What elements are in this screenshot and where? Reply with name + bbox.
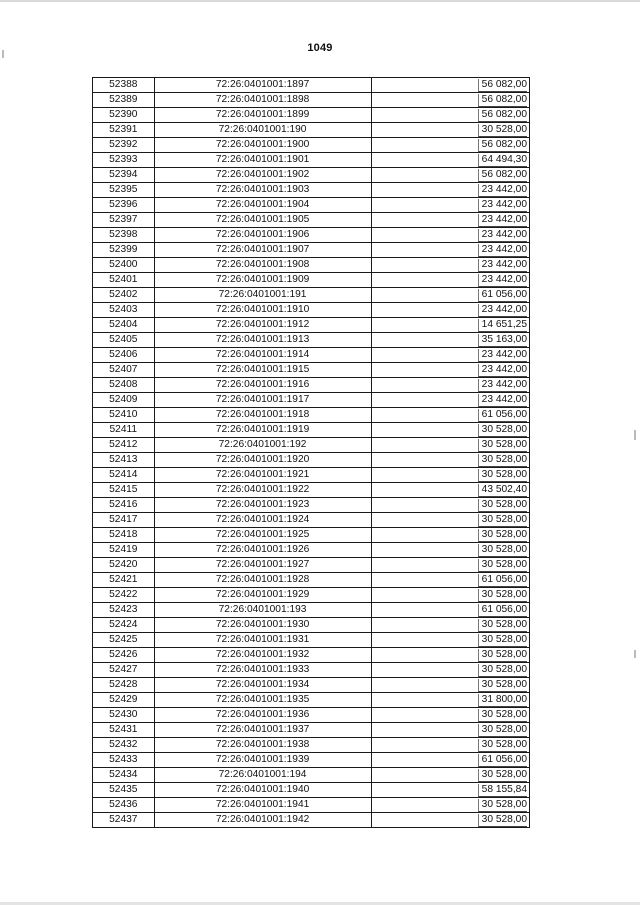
row-number-cell: 52414 (93, 468, 155, 483)
row-number-cell: 52433 (93, 753, 155, 768)
cadastral-number-cell: 72:26:0401001:1910 (154, 303, 371, 318)
cadastral-value-cell (371, 558, 529, 573)
row-number-cell: 52412 (93, 438, 155, 453)
scan-speck (634, 650, 636, 658)
cadastral-number-cell: 72:26:0401001:1939 (154, 753, 371, 768)
cadastral-value-cell (371, 528, 529, 543)
cadastral-number-cell: 72:26:0401001:1916 (154, 378, 371, 393)
cadastral-value-text: 64 494,30 (478, 154, 527, 167)
cadastral-number-cell: 72:26:0401001:1915 (154, 363, 371, 378)
cadastral-value-cell (371, 393, 529, 408)
cadastral-value-cell (371, 258, 529, 273)
row-number-cell: 52392 (93, 138, 155, 153)
table-row (93, 123, 530, 138)
cadastral-value-cell (371, 768, 529, 783)
cadastral-value-text: 30 528,00 (478, 469, 527, 482)
cadastral-value-cell (371, 198, 529, 213)
cadastral-value-text: 30 528,00 (478, 619, 527, 632)
cadastral-value-text: 30 528,00 (478, 124, 527, 137)
row-number-cell: 52397 (93, 213, 155, 228)
table-row (93, 483, 530, 498)
row-number-cell: 52394 (93, 168, 155, 183)
table-row (93, 243, 530, 258)
row-number-cell: 52399 (93, 243, 155, 258)
cadastral-number-cell: 72:26:0401001:1913 (154, 333, 371, 348)
cadastral-value-cell (371, 708, 529, 723)
cadastral-value-text: 23 442,00 (478, 349, 527, 362)
cadastral-value-text: 23 442,00 (478, 274, 527, 287)
row-number-cell: 52396 (93, 198, 155, 213)
cadastral-value-cell (371, 168, 529, 183)
cadastral-value-text: 56 082,00 (478, 169, 527, 182)
cadastral-number-cell: 72:26:0401001:192 (154, 438, 371, 453)
cadastral-value-cell (371, 78, 529, 93)
cadastral-number-cell: 72:26:0401001:1908 (154, 258, 371, 273)
cadastral-number-cell: 72:26:0401001:1898 (154, 93, 371, 108)
cadastral-value-cell (371, 423, 529, 438)
table-row (93, 273, 530, 288)
row-number-cell: 52434 (93, 768, 155, 783)
cadastral-value-text: 30 528,00 (478, 709, 527, 722)
table-row (93, 798, 530, 813)
cadastral-number-cell: 72:26:0401001:1938 (154, 738, 371, 753)
cadastral-value-cell (371, 243, 529, 258)
cadastral-value-cell (371, 483, 529, 498)
row-number-cell: 52390 (93, 108, 155, 123)
cadastral-value-cell (371, 738, 529, 753)
row-number-cell: 52393 (93, 153, 155, 168)
row-number-cell: 52395 (93, 183, 155, 198)
cadastral-value-cell (371, 573, 529, 588)
row-number-cell: 52391 (93, 123, 155, 138)
cadastral-value-text: 56 082,00 (478, 94, 527, 107)
cadastral-value-text: 35 163,00 (478, 334, 527, 347)
cadastral-number-cell: 72:26:0401001:1921 (154, 468, 371, 483)
row-number-cell: 52419 (93, 543, 155, 558)
cadastral-value-cell (371, 363, 529, 378)
table-row (93, 618, 530, 633)
row-number-cell: 52411 (93, 423, 155, 438)
row-number-cell: 52422 (93, 588, 155, 603)
cadastral-value-text: 58 155,84 (478, 784, 527, 797)
cadastral-value-cell (371, 498, 529, 513)
cadastral-value-cell (371, 348, 529, 363)
cadastral-value-cell (371, 438, 529, 453)
table-row (93, 738, 530, 753)
cadastral-number-cell: 72:26:0401001:1926 (154, 543, 371, 558)
cadastral-value-text: 61 056,00 (478, 409, 527, 422)
cadastral-value-text: 30 528,00 (478, 664, 527, 677)
table-row (93, 318, 530, 333)
cadastral-value-text: 30 528,00 (478, 544, 527, 557)
cadastral-value-text: 30 528,00 (478, 679, 527, 692)
row-number-cell: 52430 (93, 708, 155, 723)
table-row (93, 213, 530, 228)
table-row (93, 648, 530, 663)
table-row (93, 543, 530, 558)
row-number-cell: 52401 (93, 273, 155, 288)
cadastral-value-text: 30 528,00 (478, 634, 527, 647)
cadastral-value-text: 23 442,00 (478, 364, 527, 377)
cadastral-value-cell (371, 288, 529, 303)
cadastral-number-cell: 72:26:0401001:1937 (154, 723, 371, 738)
cadastral-value-text: 61 056,00 (478, 574, 527, 587)
table-row (93, 348, 530, 363)
cadastral-value-cell (371, 813, 529, 828)
cadastral-value-text: 56 082,00 (478, 109, 527, 122)
row-number-cell: 52437 (93, 813, 155, 828)
cadastral-value-cell (371, 678, 529, 693)
table-row (93, 288, 530, 303)
cadastral-number-cell: 72:26:0401001:1928 (154, 573, 371, 588)
cadastral-value-text: 61 056,00 (478, 754, 527, 767)
cadastral-number-cell: 72:26:0401001:1906 (154, 228, 371, 243)
cadastral-value-cell (371, 93, 529, 108)
cadastral-value-cell (371, 633, 529, 648)
row-number-cell: 52416 (93, 498, 155, 513)
row-number-cell: 52410 (93, 408, 155, 423)
cadastral-number-cell: 72:26:0401001:1935 (154, 693, 371, 708)
cadastral-value-cell (371, 723, 529, 738)
cadastral-value-cell (371, 303, 529, 318)
cadastral-value-cell (371, 138, 529, 153)
cadastral-value-cell (371, 588, 529, 603)
table-row (93, 168, 530, 183)
cadastral-number-cell: 72:26:0401001:1923 (154, 498, 371, 513)
cadastral-number-cell: 72:26:0401001:1900 (154, 138, 371, 153)
table-row (93, 573, 530, 588)
table-row (93, 303, 530, 318)
table-row (93, 108, 530, 123)
cadastral-value-cell (371, 333, 529, 348)
cadastral-value-text: 14 651,25 (478, 319, 527, 332)
row-number-cell: 52424 (93, 618, 155, 633)
table-row (93, 468, 530, 483)
cadastral-number-cell: 72:26:0401001:1904 (154, 198, 371, 213)
scan-speck (634, 430, 636, 440)
table-row (93, 363, 530, 378)
table-row (93, 198, 530, 213)
row-number-cell: 52436 (93, 798, 155, 813)
cadastral-value-text: 30 528,00 (478, 799, 527, 812)
cadastral-value-text: 30 528,00 (478, 454, 527, 467)
cadastral-number-cell: 72:26:0401001:193 (154, 603, 371, 618)
cadastral-value-text: 30 528,00 (478, 589, 527, 602)
table-row (93, 393, 530, 408)
table-row (93, 438, 530, 453)
cadastral-number-cell: 72:26:0401001:1901 (154, 153, 371, 168)
table-row (93, 663, 530, 678)
cadastral-number-cell: 72:26:0401001:1925 (154, 528, 371, 543)
cadastral-number-cell: 72:26:0401001:1897 (154, 78, 371, 93)
cadastral-number-cell: 72:26:0401001:194 (154, 768, 371, 783)
table-row (93, 558, 530, 573)
cadastral-value-text: 23 442,00 (478, 379, 527, 392)
cadastral-value-cell (371, 378, 529, 393)
cadastral-number-cell: 72:26:0401001:1936 (154, 708, 371, 723)
cadastral-number-cell: 72:26:0401001:1905 (154, 213, 371, 228)
cadastral-value-cell (371, 468, 529, 483)
table-row (93, 78, 530, 93)
cadastral-value-text: 30 528,00 (478, 559, 527, 572)
cadastral-number-cell: 72:26:0401001:1899 (154, 108, 371, 123)
cadastral-value-text: 30 528,00 (478, 724, 527, 737)
cadastral-number-cell: 72:26:0401001:1929 (154, 588, 371, 603)
table-row (93, 153, 530, 168)
cadastral-value-cell (371, 123, 529, 138)
cadastral-value-cell (371, 108, 529, 123)
cadastral-value-text: 61 056,00 (478, 604, 527, 617)
row-number-cell: 52426 (93, 648, 155, 663)
table-row (93, 333, 530, 348)
cadastral-number-cell: 72:26:0401001:1919 (154, 423, 371, 438)
cadastral-number-cell: 72:26:0401001:1909 (154, 273, 371, 288)
row-number-cell: 52417 (93, 513, 155, 528)
cadastral-value-text: 23 442,00 (478, 394, 527, 407)
cadastral-value-cell (371, 273, 529, 288)
cadastral-number-cell: 72:26:0401001:1933 (154, 663, 371, 678)
cadastral-value-cell (371, 453, 529, 468)
cadastral-value-table (92, 77, 530, 828)
table-body (93, 78, 530, 828)
cadastral-number-cell: 72:26:0401001:1932 (154, 648, 371, 663)
cadastral-value-text: 23 442,00 (478, 304, 527, 317)
row-number-cell: 52398 (93, 228, 155, 243)
row-number-cell: 52415 (93, 483, 155, 498)
cadastral-value-text: 31 800,00 (478, 694, 527, 707)
row-number-cell: 52405 (93, 333, 155, 348)
cadastral-value-text: 30 528,00 (478, 769, 527, 782)
table-row (93, 708, 530, 723)
cadastral-value-cell (371, 183, 529, 198)
cadastral-value-text: 30 528,00 (478, 499, 527, 512)
table-row (93, 423, 530, 438)
table-row (93, 723, 530, 738)
cadastral-value-cell (371, 513, 529, 528)
cadastral-number-cell: 72:26:0401001:1917 (154, 393, 371, 408)
cadastral-value-text: 30 528,00 (478, 814, 527, 827)
cadastral-value-text: 30 528,00 (478, 514, 527, 527)
cadastral-value-cell (371, 753, 529, 768)
cadastral-number-cell: 72:26:0401001:1914 (154, 348, 371, 363)
table-row (93, 603, 530, 618)
table-row (93, 183, 530, 198)
cadastral-value-cell (371, 543, 529, 558)
cadastral-value-cell (371, 693, 529, 708)
row-number-cell: 52404 (93, 318, 155, 333)
cadastral-number-cell: 72:26:0401001:1920 (154, 453, 371, 468)
row-number-cell: 52421 (93, 573, 155, 588)
table-row (93, 678, 530, 693)
row-number-cell: 52413 (93, 453, 155, 468)
cadastral-value-text: 43 502,40 (478, 484, 527, 497)
cadastral-number-cell: 72:26:0401001:1907 (154, 243, 371, 258)
table-row (93, 633, 530, 648)
cadastral-value-text: 56 082,00 (478, 139, 527, 152)
cadastral-value-cell (371, 783, 529, 798)
cadastral-value-text: 30 528,00 (478, 649, 527, 662)
cadastral-value-text: 23 442,00 (478, 184, 527, 197)
cadastral-value-text: 23 442,00 (478, 199, 527, 212)
cadastral-number-cell: 72:26:0401001:1931 (154, 633, 371, 648)
cadastral-value-cell (371, 603, 529, 618)
table-row (93, 378, 530, 393)
scan-edge-top (0, 0, 640, 2)
cadastral-value-cell (371, 618, 529, 633)
table-row (93, 258, 530, 273)
row-number-cell: 52408 (93, 378, 155, 393)
cadastral-value-cell (371, 798, 529, 813)
table-row (93, 528, 530, 543)
row-number-cell: 52388 (93, 78, 155, 93)
table-row (93, 783, 530, 798)
cadastral-number-cell: 72:26:0401001:1903 (154, 183, 371, 198)
cadastral-number-cell: 72:26:0401001:1912 (154, 318, 371, 333)
cadastral-value-text: 30 528,00 (478, 739, 527, 752)
table-row (93, 138, 530, 153)
row-number-cell: 52425 (93, 633, 155, 648)
row-number-cell: 52407 (93, 363, 155, 378)
cadastral-value-text: 23 442,00 (478, 259, 527, 272)
row-number-cell: 52418 (93, 528, 155, 543)
cadastral-number-cell: 72:26:0401001:1927 (154, 558, 371, 573)
cadastral-value-text: 23 442,00 (478, 229, 527, 242)
row-number-cell: 52427 (93, 663, 155, 678)
table-row (93, 768, 530, 783)
cadastral-number-cell: 72:26:0401001:191 (154, 288, 371, 303)
cadastral-value-cell (371, 213, 529, 228)
cadastral-value-text: 30 528,00 (478, 529, 527, 542)
cadastral-number-cell: 72:26:0401001:190 (154, 123, 371, 138)
table-row (93, 513, 530, 528)
table-row (93, 453, 530, 468)
row-number-cell: 52428 (93, 678, 155, 693)
cadastral-value-cell (371, 648, 529, 663)
table-row (93, 693, 530, 708)
cadastral-number-cell: 72:26:0401001:1930 (154, 618, 371, 633)
cadastral-value-cell (371, 153, 529, 168)
cadastral-number-cell: 72:26:0401001:1940 (154, 783, 371, 798)
table-row (93, 93, 530, 108)
table-row (93, 588, 530, 603)
row-number-cell: 52402 (93, 288, 155, 303)
cadastral-number-cell: 72:26:0401001:1922 (154, 483, 371, 498)
row-number-cell: 52423 (93, 603, 155, 618)
cadastral-number-cell: 72:26:0401001:1918 (154, 408, 371, 423)
cadastral-value-text: 30 528,00 (478, 424, 527, 437)
row-number-cell: 52435 (93, 783, 155, 798)
cadastral-value-cell (371, 228, 529, 243)
cadastral-value-cell (371, 318, 529, 333)
cadastral-number-cell: 72:26:0401001:1934 (154, 678, 371, 693)
cadastral-value-text: 30 528,00 (478, 439, 527, 452)
table-row (93, 228, 530, 243)
table-row (93, 498, 530, 513)
row-number-cell: 52432 (93, 738, 155, 753)
table-row (93, 753, 530, 768)
row-number-cell: 52389 (93, 93, 155, 108)
cadastral-number-cell: 72:26:0401001:1942 (154, 813, 371, 828)
row-number-cell: 52406 (93, 348, 155, 363)
cadastral-value-text: 56 082,00 (478, 79, 527, 92)
row-number-cell: 52429 (93, 693, 155, 708)
row-number-cell: 52403 (93, 303, 155, 318)
cadastral-number-cell: 72:26:0401001:1902 (154, 168, 371, 183)
cadastral-value-text: 23 442,00 (478, 214, 527, 227)
cadastral-number-cell: 72:26:0401001:1941 (154, 798, 371, 813)
row-number-cell: 52431 (93, 723, 155, 738)
row-number-cell: 52400 (93, 258, 155, 273)
row-number-cell: 52409 (93, 393, 155, 408)
page-number: 1049 (307, 42, 333, 54)
cadastral-value-cell (371, 663, 529, 678)
cadastral-value-text: 61 056,00 (478, 289, 527, 302)
table-row (93, 813, 530, 828)
cadastral-number-cell: 72:26:0401001:1924 (154, 513, 371, 528)
row-number-cell: 52420 (93, 558, 155, 573)
cadastral-value-text: 23 442,00 (478, 244, 527, 257)
cadastral-value-cell (371, 408, 529, 423)
table-row (93, 408, 530, 423)
